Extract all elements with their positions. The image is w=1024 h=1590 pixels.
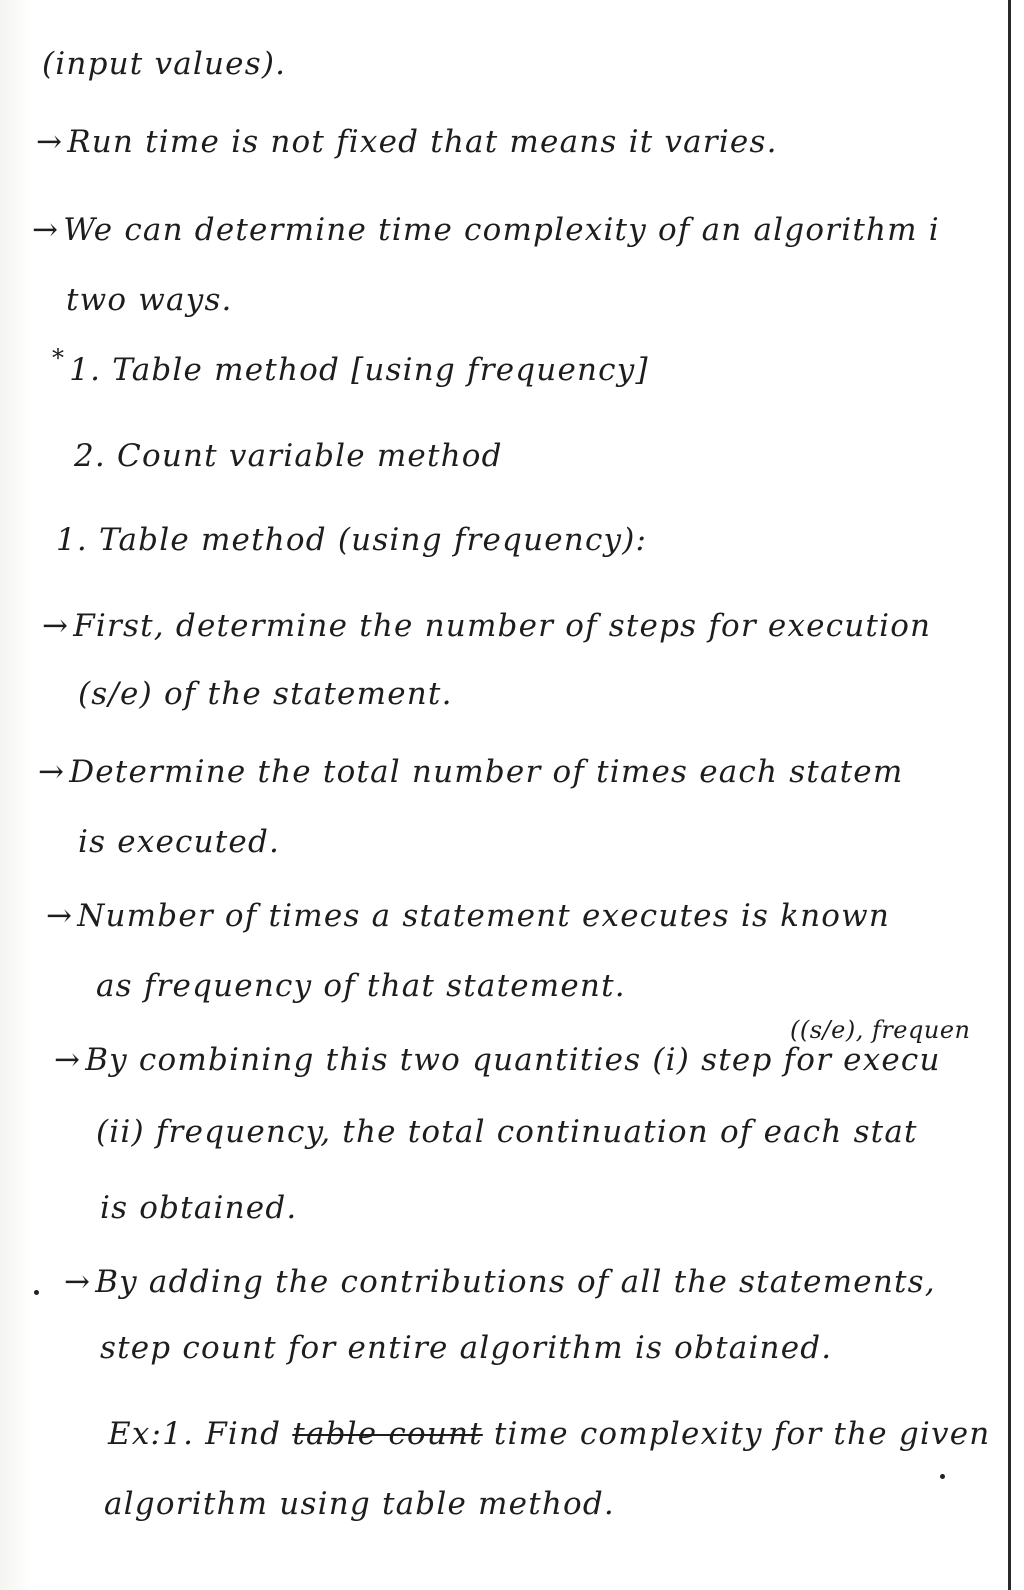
text-line: step count for entire algorithm is obtained. [100,1330,833,1366]
bullet-line: → Determine the total number of times each statem [38,754,904,790]
bullet-line: → Number of times a statement executes is known [46,898,891,934]
arrow-icon: → [64,1264,92,1300]
bullet-line: → First, determine the number of steps for execution [42,608,932,644]
text-line: is executed. [78,824,281,860]
ink-dot [940,1474,945,1479]
text-line: two ways. [66,282,233,318]
bullet-line: → We can determine time complexity of an algorithm i [32,212,940,248]
arrow-icon: → [54,1042,82,1078]
bullet-line: → By combining this two quantities (i) step for execu [54,1042,941,1078]
text-line: (s/e) of the statement. [78,676,453,712]
text-line: (input values). [42,46,287,82]
arrow-icon: → [42,608,70,644]
arrow-icon: → [32,212,60,248]
example-line: Ex:1. Find table count time complexity for the given [108,1416,991,1452]
text-line: is obtained. [100,1190,298,1226]
arrow-icon: → [36,124,64,160]
bullet-line: → By adding the contributions of all the statements, [64,1264,936,1300]
text-line: (ii) frequency, the total continuation of each stat [96,1114,918,1150]
margin-annotation: ((s/e), frequen [790,1016,971,1044]
arrow-icon: → [46,898,74,934]
ink-dot [34,1290,39,1295]
page-margin [1011,0,1024,1590]
section-heading: 1. Table method (using frequency): [56,522,648,558]
text-line: algorithm using table method. [104,1486,615,1522]
arrow-icon: → [38,754,66,790]
list-item: 2. Count variable method [74,438,503,474]
text-line: as frequency of that statement. [96,968,626,1004]
star-marker-icon: * [52,344,66,372]
bullet-line: → Run time is not fixed that means it varies. [36,124,778,160]
struck-out-text: table count [292,1416,483,1452]
list-item: * 1. Table method [using frequency] [52,344,649,388]
